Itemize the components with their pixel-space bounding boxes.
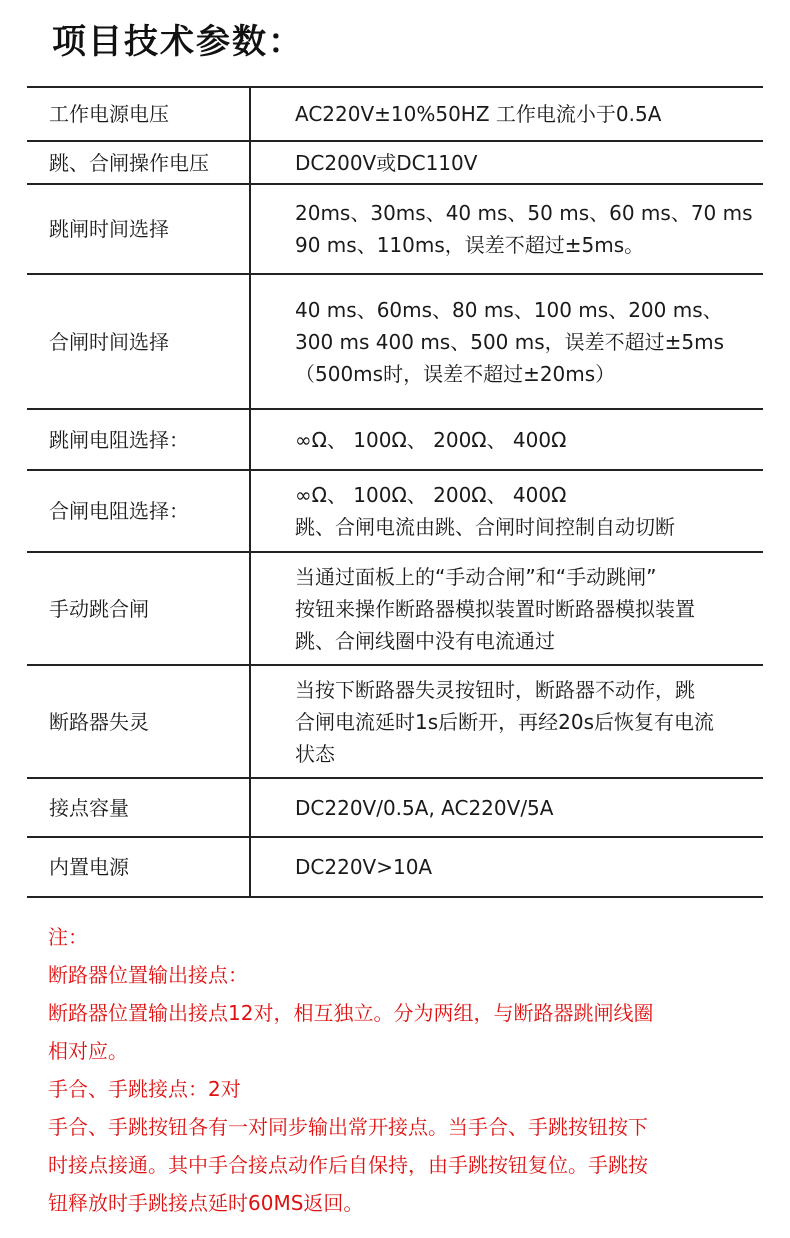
value-line: 40 ms、60ms、80 ms、100 ms、200 ms、 [295,297,723,322]
note-line: 相对应。 [48,1039,128,1063]
table-row [27,87,763,141]
notes-heading: 注： [48,925,88,949]
note-line: 手合、手跳接点：2对 [48,1077,241,1101]
row-label: 内置电源 [27,837,250,897]
value-line: 300 ms 400 ms、500 ms，误差不超过±5ms [295,329,725,354]
value-line: DC220V>10A [295,855,433,879]
value-line: 当按下断路器失灵按钮时，断路器不动作，跳 [295,677,695,702]
value-line: ∞Ω、 100Ω、 200Ω、 400Ω [295,427,567,452]
table-row [27,665,763,778]
value-line: DC220V/0.5A, AC220V/5A [295,795,554,820]
row-label: 合闸电阻选择： [27,470,250,552]
row-label: 断路器失灵 [27,665,250,778]
row-value [250,552,763,665]
table-row [27,778,763,837]
row-label: 跳闸时间选择 [27,184,250,274]
row-value [250,141,763,184]
row-value [250,778,763,837]
value-line: （500ms时，误差不超过±20ms） [295,361,616,386]
row-label: 工作电源电压 [27,87,250,141]
row-label: 手动跳合闸 [27,552,250,665]
value-line: 跳、合闸线圈中没有电流通过 [295,628,555,653]
row-value [250,184,763,274]
row-label: 合闸时间选择 [27,274,250,409]
note-line: 钮释放时手跳接点延时60MS返回。 [48,1191,364,1215]
table-row [27,184,763,274]
note-line: 断路器位置输出接点： [48,963,248,987]
row-value [250,274,763,409]
value-line: 当通过面板上的“手动合闸”和“手动跳闸” [295,564,657,589]
note-line: 手合、手跳按钮各有一对同步输出常开接点。当手合、手跳按钮按下 [48,1115,648,1139]
note-line: 断路器位置输出接点12对，相互独立。分为两组，与断路器跳闸线圈 [48,1001,654,1025]
row-value [250,470,763,552]
table-row [27,552,763,665]
value-line: 90 ms、110ms，误差不超过±5ms。 [295,233,645,257]
value-line: ∞Ω、 100Ω、 200Ω、 400Ω [295,483,567,507]
row-label: 接点容量 [27,778,250,837]
value-line: DC200V或DC110V [295,150,478,175]
row-label: 跳闸电阻选择： [27,409,250,470]
note-line: 时接点接通。其中手合接点动作后自保持，由手跳按钮复位。手跳按 [48,1153,648,1177]
table-row [27,274,763,409]
table-row [27,141,763,184]
value-line: 20ms、30ms、40 ms、50 ms、60 ms、70 ms [295,201,753,225]
table-row [27,409,763,470]
notes-section [48,918,748,1222]
row-value [250,87,763,141]
table-row [27,837,763,897]
value-line: AC220V±10%50HZ 工作电流小于0.5A [295,102,662,126]
row-value [250,837,763,897]
row-value [250,409,763,470]
value-line: 按钮来操作断路器模拟装置时断路器模拟装置 [295,596,695,621]
table-row [27,470,763,552]
page-title: 项目技术参数： [52,22,304,62]
row-value [250,665,763,778]
row-label: 跳、合闸操作电压 [27,141,250,184]
spec-table [27,86,763,898]
value-line: 状态 [295,741,335,766]
value-line: 跳、合闸电流由跳、合闸时间控制自动切断 [295,515,675,539]
value-line: 合闸电流延时1s后断开，再经20s后恢复有电流 [295,709,715,734]
